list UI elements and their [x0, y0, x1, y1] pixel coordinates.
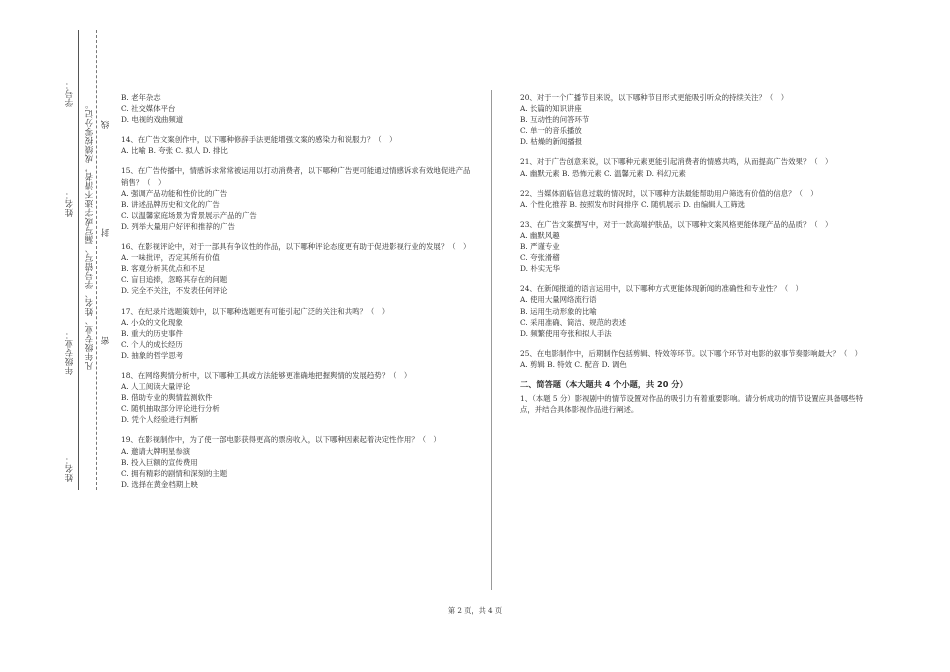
- option: C. 夸张滑稽: [520, 253, 560, 263]
- question-stem: 14、在广告文案创作中，以下哪种修辞手法更能增强文案的感染力和说服力？（ ）: [121, 135, 397, 145]
- option: C. 社交媒体平台: [121, 104, 176, 114]
- question-22: [520, 188, 865, 210]
- question-18: [121, 370, 471, 425]
- student-id-label: 学号：: [65, 80, 75, 107]
- seat-label: 姓名：: [65, 455, 75, 482]
- option: B. 互动性的问答环节: [520, 115, 590, 125]
- option: A. 一味批评，否定其所有价值: [121, 253, 220, 263]
- option: B. 借助专业的舆情监测软件: [121, 393, 213, 403]
- left-column: [121, 92, 471, 499]
- option: B. 客观分析其优点和不足: [121, 264, 206, 274]
- question-16: [121, 241, 471, 296]
- option: C. 以温馨家庭场景为背景展示产品的广告: [121, 210, 257, 220]
- option: D. 电视的戏曲频道: [121, 115, 184, 125]
- option: B. 运用生动形象的比喻: [520, 306, 597, 316]
- option: B. 投入巨额的宣传费用: [121, 457, 198, 467]
- option: A. 个性化推荐 B. 按照发布时间排序 C. 随机展示 D. 由编辑人工筛选: [520, 199, 746, 209]
- question-23: [520, 219, 865, 274]
- question-20: [520, 92, 865, 147]
- option: C. 拥有精彩的剧情和深刻的主题: [121, 468, 228, 478]
- question-stem: 16、在影视评论中，对于一部具有争议性的作品，以下哪种评论态度更有助于促进影视行业的发展？（ ）: [121, 242, 471, 252]
- option: B. 讲述品牌历史和文化的广告: [121, 199, 220, 209]
- option: D. 频繁使用夸张和拟人手法: [520, 328, 612, 338]
- option: B. 重大的历史事件: [121, 328, 183, 338]
- question-15: [121, 165, 471, 232]
- option: A. 幽默风趣: [520, 230, 560, 240]
- question-25: [520, 348, 865, 370]
- option: C. 盲目追捧，忽略其存在的问题: [121, 275, 228, 285]
- binding-notice: 凡年级专业、姓名、学号错写、漏写或字迹不清者，成绩按零分记。: [85, 100, 95, 370]
- option: A. 小众的文化现象: [121, 317, 183, 327]
- name-label: 姓名：: [65, 190, 75, 217]
- question-stem: 19、在影视制作中，为了使一部电影获得更高的票房收入，以下哪种因素起着决定性作用？（ ）: [121, 435, 441, 445]
- option: D. 凭个人经验进行判断: [121, 415, 198, 425]
- option: D. 列举大量用户好评和推荐的广告: [121, 221, 235, 231]
- question-stem: 15、在广告传播中，情感诉求常常被运用以打动消费者，以下哪种广告更可能通过情感诉求有效地促进产品销售？（ ）: [121, 166, 471, 187]
- option: A. 强调产品功能和性价比的广告: [121, 188, 228, 198]
- question-17: [121, 306, 471, 361]
- option: C. 个人的成长经历: [121, 339, 183, 349]
- question-14: [121, 134, 471, 156]
- seal-line-text: 密 封 线: [101, 120, 111, 345]
- column-divider: [491, 90, 492, 590]
- option: B. 严谨专业: [520, 242, 560, 252]
- question-stem: 24、在新闻报道的语言运用中，以下哪种方式更能体现新闻的准确性和专业性？（ ）: [520, 284, 803, 294]
- option: D. 朴实无华: [520, 264, 560, 274]
- option: C. 采用准确、简洁、规范的表述: [520, 317, 627, 327]
- option: A. 人工阅读大量评论: [121, 382, 191, 392]
- option: C. 随机抽取部分评论进行分析: [121, 404, 220, 414]
- grade-major-label: 年级专业：: [65, 330, 75, 375]
- question-19: [121, 434, 471, 489]
- option: B. 老年杂志: [121, 93, 161, 102]
- option: A. 邀请大牌明星参演: [121, 446, 191, 456]
- question-stem: 25、在电影制作中，后期制作包括剪辑、特效等环节。以下哪个环节对电影的叙事节奏影响最大？（ ）: [520, 348, 862, 358]
- option: D. 抽象的哲学思考: [121, 350, 184, 360]
- question-13-tail: [121, 92, 471, 125]
- option: A. 剪辑 B. 特效 C. 配音 D. 调色: [520, 359, 627, 369]
- question-24: [520, 283, 865, 338]
- right-column: [520, 92, 865, 415]
- question-stem: 17、在纪录片选题策划中，以下哪种选题更有可能引起广泛的关注和共鸣？（ ）: [121, 306, 390, 316]
- question-stem: 23、在广告文案撰写中，对于一款高端护肤品，以下哪种文案风格更能体现产品的品质？（ ）: [520, 219, 833, 229]
- binding-dashed-line: [96, 30, 97, 490]
- option: C. 单一的音乐播放: [520, 126, 582, 136]
- section-title-short-answer: 二、简答题（本大题共 4 个小题，共 20 分）: [520, 378, 688, 389]
- short-answer-question-1: 1、（本题 5 分）影视剧中的情节设置对作品的吸引力有着重要影响。请分析成功的情节设置应具备哪些特点，并结合具体影视作品进行阐述。: [520, 394, 863, 415]
- page-footer: 第 2 页，共 4 页: [447, 606, 503, 615]
- binding-margin: [0, 0, 112, 672]
- option: D. 选择在黄金档期上映: [121, 479, 198, 489]
- question-stem: 21、对于广告创意来说，以下哪种元素更能引起消费者的情感共鸣，从而提高广告效果？（ ）: [520, 157, 833, 167]
- question-stem: 22、当媒体面临信息过载的情况时，以下哪种方法最能帮助用户筛选有价值的信息？（ ）: [520, 188, 818, 198]
- question-stem: 20、对于一个广播节目来说，以下哪种节目形式更能吸引听众的持续关注？（ ）: [520, 93, 789, 102]
- question-21: [520, 156, 865, 178]
- question-stem: 18、在网络舆情分析中，以下哪种工具或方法能够更准确地把握舆情的发展趋势？（ ）: [121, 370, 412, 380]
- option: D. 完全不关注，不发表任何评论: [121, 286, 228, 296]
- option: A. 比喻 B. 夸张 C. 拟人 D. 排比: [121, 146, 228, 156]
- option: D. 枯燥的新闻播报: [520, 137, 583, 147]
- option: A. 使用大量网络流行语: [520, 295, 597, 305]
- option: A. 长篇的知识讲座: [520, 104, 582, 114]
- option: A. 幽默元素 B. 恐怖元素 C. 温馨元素 D. 科幻元素: [520, 168, 686, 178]
- binding-solid-line: [78, 30, 79, 490]
